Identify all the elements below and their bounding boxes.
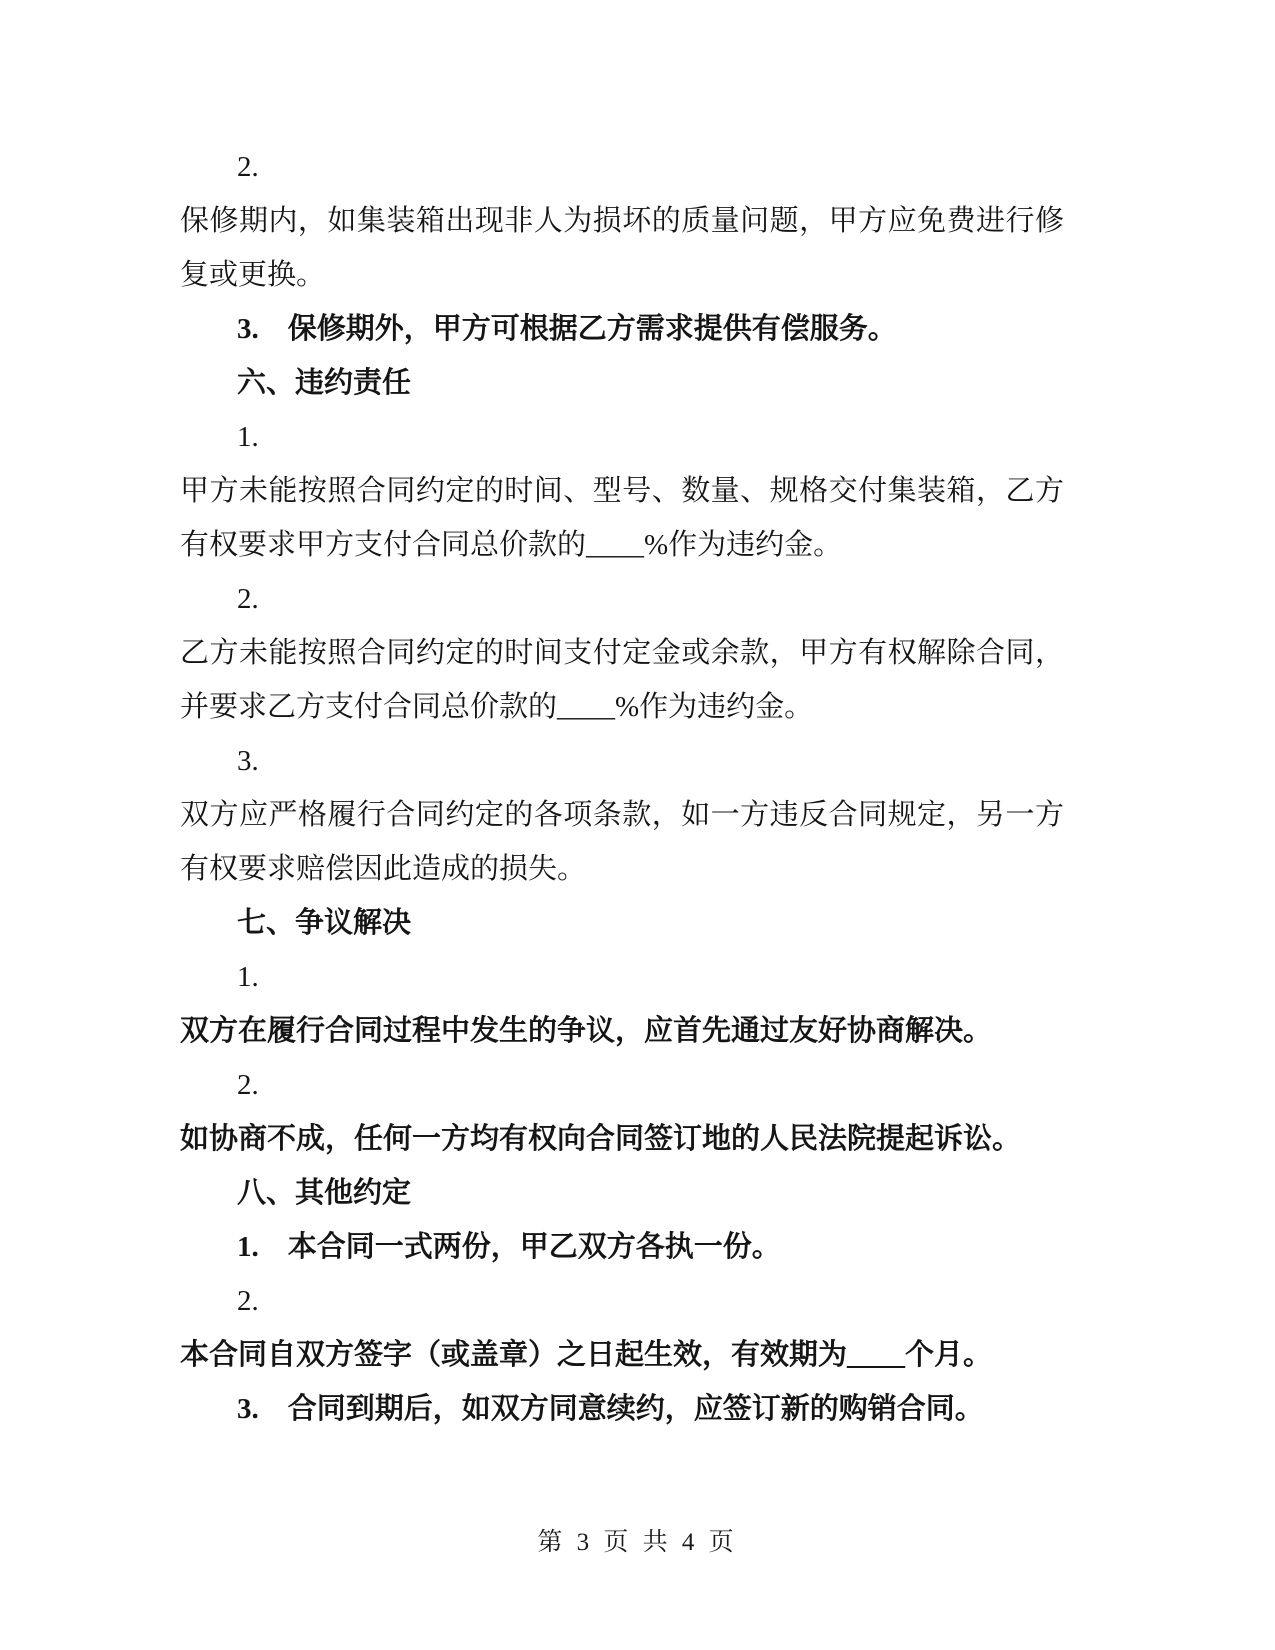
clause-paragraph: 双方应严格履行合同约定的各项条款，如一方违反合同规定，另一方有权要求赔偿因此造成的损失。 [180, 799, 1064, 885]
clause-number: 1. [237, 421, 259, 453]
clause-item: 3. 合同到期后，如双方同意续约，应签订新的购销合同。 [237, 1393, 984, 1425]
clause-number: 2. [237, 1285, 259, 1317]
clause-paragraph: 乙方未能按照合同约定的时间支付定金或余款，甲方有权解除合同，并要求乙方支付合同总价款的____%作为违约金。 [180, 637, 1064, 723]
clause-item: 1. 本合同一式两份，甲乙双方各执一份。 [237, 1231, 781, 1263]
contract-body [180, 140, 1064, 1436]
clause-number: 1. [237, 961, 259, 993]
clause-paragraph: 如协商不成，任何一方均有权向合同签订地的人民法院提起诉讼。 [180, 1123, 1022, 1155]
clause-paragraph: 本合同自双方签字（或盖章）之日起生效，有效期为____个月。 [180, 1339, 993, 1371]
clause-paragraph: 双方在履行合同过程中发生的争议，应首先通过友好协商解决。 [180, 1015, 993, 1047]
section-heading: 七、争议解决 [237, 907, 412, 939]
clause-item: 3. 保修期外，甲方可根据乙方需求提供有偿服务。 [237, 313, 897, 345]
section-heading: 六、违约责任 [237, 367, 412, 399]
clause-paragraph: 保修期内，如集装箱出现非人为损坏的质量问题，甲方应免费进行修复或更换。 [180, 205, 1064, 291]
clause-number: 2. [237, 151, 259, 183]
section-heading: 八、其他约定 [237, 1177, 412, 1209]
clause-number: 2. [237, 583, 259, 615]
clause-paragraph: 甲方未能按照合同约定的时间、型号、数量、规格交付集装箱，乙方有权要求甲方支付合同总价款的____%作为违约金。 [180, 475, 1064, 561]
clause-number: 3. [237, 745, 259, 777]
clause-number: 2. [237, 1069, 259, 1101]
page-number-footer: 第 3 页 共 4 页 [537, 1529, 738, 1556]
